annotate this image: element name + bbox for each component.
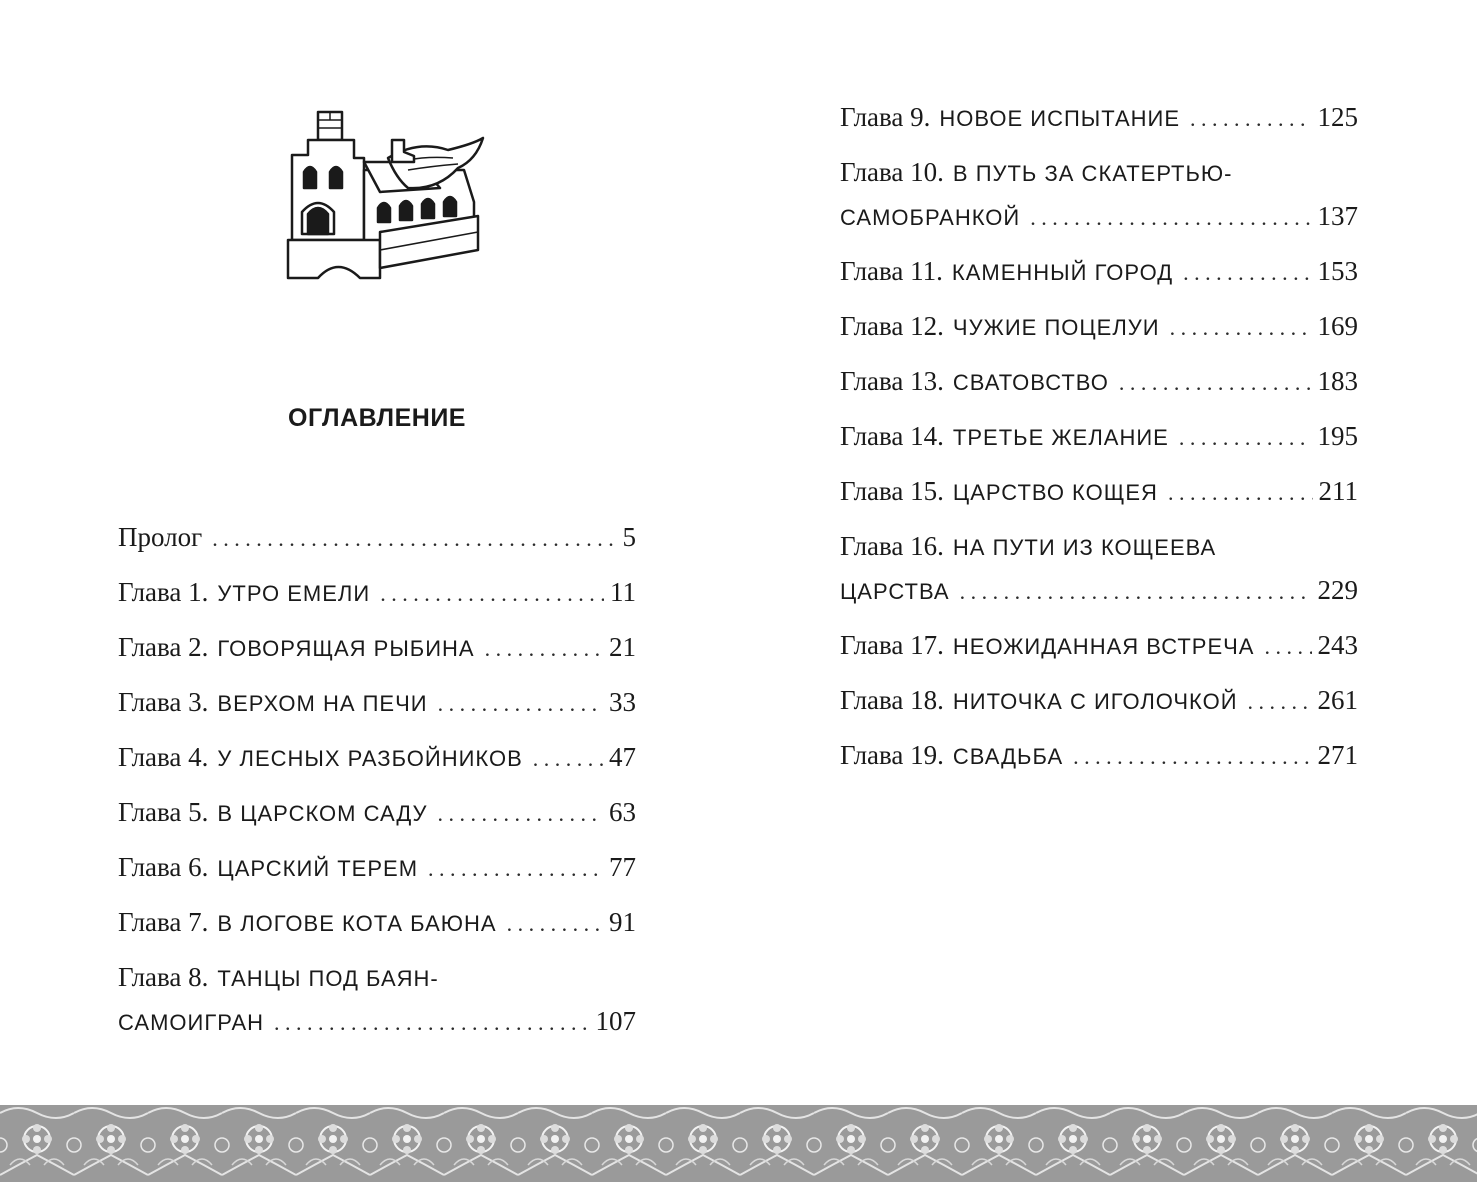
toc-entry-chapter-7 — [118, 901, 636, 945]
toc-entry-chapter-2 — [118, 626, 636, 670]
toc-entry-chapter-14 — [840, 415, 1358, 459]
toc-entry-chapter-16 — [840, 525, 1358, 613]
toc-page-number: 211 — [1318, 476, 1358, 506]
toc-chapter: Глава 18. — [840, 685, 944, 715]
toc-page-number: 195 — [1317, 421, 1358, 451]
toc-entry-chapter-13 — [840, 360, 1358, 404]
dot-leader — [438, 793, 603, 835]
toc-page-number: 63 — [609, 797, 636, 827]
toc-page-number: 153 — [1317, 256, 1358, 286]
toc-entry-chapter-11 — [840, 250, 1358, 294]
dot-leader — [1179, 417, 1312, 459]
toc-chapter: Глава 15. — [840, 476, 944, 506]
dot-leader — [507, 903, 603, 945]
toc-chapter: Глава 4. — [118, 742, 209, 772]
toc-page-number: 5 — [622, 522, 636, 552]
toc-chapter: Глава 3. — [118, 687, 209, 717]
toc-entry-title: СВАДЬБА — [952, 744, 1064, 769]
toc-chapter: Пролог — [118, 522, 203, 552]
toc-page-number: 107 — [595, 1006, 636, 1036]
toc-entry-chapter-3 — [118, 681, 636, 725]
toc-chapter: Глава 7. — [118, 907, 209, 937]
toc-chapter: Глава 14. — [840, 421, 944, 451]
toc-page-number: 261 — [1317, 685, 1358, 715]
toc-chapter: Глава 12. — [840, 311, 944, 341]
toc-entry-title: КАМЕННЫЙ ГОРОД — [951, 260, 1174, 285]
toc-entry-title: НА ПУТИ ИЗ КОЩЕЕВА — [952, 535, 1217, 560]
toc-page-number: 21 — [609, 632, 636, 662]
toc-entry-title: В ЛОГОВЕ КОТА БАЮНА — [217, 911, 497, 936]
toc-page-number: 125 — [1317, 102, 1358, 132]
left-page — [0, 0, 738, 1105]
dot-leader — [1264, 626, 1311, 668]
toc-entry-title: НИТОЧКА С ИГОЛОЧКОЙ — [952, 689, 1238, 714]
toc-page-number: 91 — [609, 907, 636, 937]
toc-title: ОГЛАВЛЕНИЕ — [288, 404, 466, 432]
toc-entry-title: ЧУЖИЕ ПОЦЕЛУИ — [952, 315, 1160, 340]
toc-entry-title: В ЦАРСКОМ САДУ — [217, 801, 428, 826]
toc-entry-chapter-18 — [840, 679, 1358, 723]
toc-chapter: Глава 17. — [840, 630, 944, 660]
toc-entry-title-continued: САМОБРАНКОЙ — [840, 205, 1021, 230]
toc-page-number: 137 — [1317, 201, 1358, 231]
dot-leader — [1119, 362, 1312, 404]
toc-entry-title: НОВОЕ ИСПЫТАНИЕ — [939, 106, 1181, 131]
toc-list-right — [840, 96, 1358, 789]
dot-leader — [1030, 197, 1311, 239]
dot-leader — [428, 848, 603, 890]
toc-chapter: Глава 10. — [840, 157, 944, 187]
toc-list-left — [118, 516, 636, 1055]
toc-entry-title: ЦАРСКИЙ ТЕРЕМ — [217, 856, 419, 881]
toc-entry-chapter-12 — [840, 305, 1358, 349]
toc-entry-chapter-1 — [118, 571, 636, 615]
toc-entry-title: СВАТОВСТВО — [952, 370, 1109, 395]
toc-entry-title-continued: ЦАРСТВА — [840, 579, 950, 604]
toc-chapter: Глава 9. — [840, 102, 931, 132]
toc-page-number: 271 — [1317, 740, 1358, 770]
toc-entry-title: ЦАРСТВО КОЩЕЯ — [952, 480, 1158, 505]
dot-leader — [533, 738, 603, 780]
toc-entry-chapter-10 — [840, 151, 1358, 239]
toc-chapter: Глава 11. — [840, 256, 943, 286]
toc-entry-title: ВЕРХОМ НА ПЕЧИ — [217, 691, 428, 716]
dot-leader — [212, 518, 616, 560]
dot-leader — [960, 571, 1312, 613]
dot-leader — [1190, 98, 1311, 140]
toc-entry-chapter-15 — [840, 470, 1358, 514]
dot-leader — [1168, 472, 1313, 514]
toc-entry-chapter-9 — [840, 96, 1358, 140]
dot-leader — [1248, 681, 1312, 723]
toc-entry-title: ГОВОРЯЩАЯ РЫБИНА — [217, 636, 475, 661]
toc-page-number: 169 — [1317, 311, 1358, 341]
dot-leader — [485, 628, 603, 670]
toc-entry-prologue — [118, 516, 636, 560]
toc-chapter: Глава 16. — [840, 531, 944, 561]
toc-entry-chapter-19 — [840, 734, 1358, 778]
toc-page-number: 77 — [609, 852, 636, 882]
russian-stove-illustration — [268, 100, 488, 285]
toc-chapter: Глава 6. — [118, 852, 209, 882]
dot-leader — [274, 1002, 589, 1044]
toc-entry-title: ТРЕТЬЕ ЖЕЛАНИЕ — [952, 425, 1169, 450]
toc-chapter: Глава 5. — [118, 797, 209, 827]
toc-entry-chapter-6 — [118, 846, 636, 890]
toc-page-number: 229 — [1317, 575, 1358, 605]
toc-chapter: Глава 19. — [840, 740, 944, 770]
toc-entry-chapter-5 — [118, 791, 636, 835]
toc-entry-title: НЕОЖИДАННАЯ ВСТРЕЧА — [952, 634, 1255, 659]
toc-entry-chapter-17 — [840, 624, 1358, 668]
dot-leader — [1183, 252, 1311, 294]
dot-leader — [1073, 736, 1311, 778]
toc-chapter: Глава 1. — [118, 577, 209, 607]
toc-entry-title: В ПУТЬ ЗА СКАТЕРТЬЮ- — [952, 161, 1233, 186]
toc-page-number: 243 — [1317, 630, 1358, 660]
toc-chapter: Глава 2. — [118, 632, 209, 662]
toc-page-number: 33 — [609, 687, 636, 717]
toc-entry-title: У ЛЕСНЫХ РАЗБОЙНИКОВ — [217, 746, 523, 771]
toc-entry-chapter-8 — [118, 956, 636, 1044]
toc-entry-title: УТРО ЕМЕЛИ — [217, 581, 371, 606]
toc-page-number: 183 — [1317, 366, 1358, 396]
dot-leader — [380, 573, 604, 615]
toc-page-number: 47 — [609, 742, 636, 772]
toc-chapter: Глава 8. — [118, 962, 209, 992]
toc-entry-chapter-4 — [118, 736, 636, 780]
lace-border-ornament — [0, 1105, 1477, 1182]
toc-entry-title-continued: САМОИГРАН — [118, 1010, 265, 1035]
toc-page-number: 11 — [610, 577, 636, 607]
toc-chapter: Глава 13. — [840, 366, 944, 396]
dot-leader — [438, 683, 603, 725]
dot-leader — [1170, 307, 1312, 349]
toc-entry-title: ТАНЦЫ ПОД БАЯН- — [217, 966, 439, 991]
